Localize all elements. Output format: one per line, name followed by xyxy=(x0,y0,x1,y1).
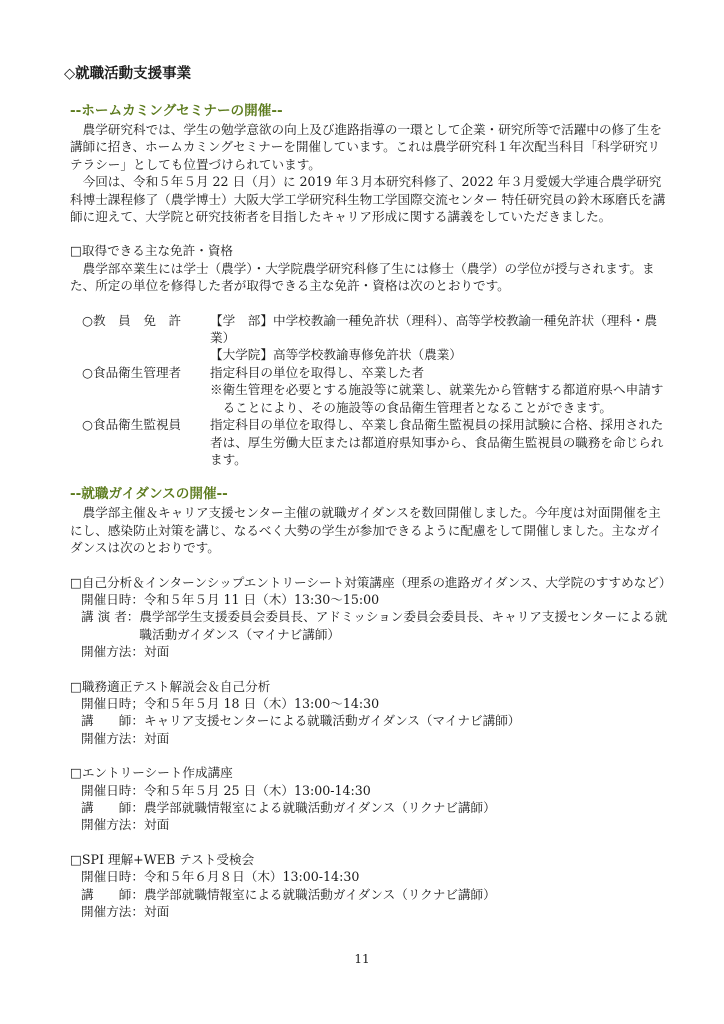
page-number: 11 xyxy=(354,952,370,966)
session-speaker xyxy=(70,712,670,729)
license-item xyxy=(82,312,670,364)
session-speaker-label: 講 演 者： xyxy=(81,609,140,625)
license-label: ○食品衛生監視員 xyxy=(82,417,182,433)
license-detail xyxy=(210,364,670,416)
session-title: □職務適正テスト解説会＆自己分析 xyxy=(70,678,271,694)
session-date: 開催日時：令和５年５月 25 日（木）13:00-14:30 xyxy=(81,782,371,798)
guidance-paragraph: 農学部主催＆キャリア支援センター主催の就職ガイダンスを数回開催しました。今年度は対面開催を主にし、感染防止対策を講じ、なるべく大勢の学生が参加できるように配慮をして開催しました。主なガイダンスは次のとおりです。 xyxy=(70,505,662,556)
session-speaker-label: 講 師： xyxy=(81,886,144,902)
session-speaker-text: キャリア支援センターによる就職活動ガイダンス（マイナビ講師） xyxy=(143,713,521,729)
license-item xyxy=(82,416,670,468)
document-body xyxy=(64,64,672,920)
session-date: 開催日時：令和５年６月８日（木）13:00-14:30 xyxy=(81,869,360,885)
session-method: 開催方法：対面 xyxy=(81,904,170,920)
session-speaker-label: 講 師： xyxy=(81,713,144,729)
homecoming-paragraph-2: 今回は、令和５年５月 22 日（月）に 2019 年３月本研究科修了、2022 年３月愛媛大学連合農学研究科博士課程修了（農学博士）大阪大学工学研究科生物工学国際交流センター 特任研究員の鈴木琢磨氏を講師に迎えて、大学院と研究技術者を目指したキャリア形成に関する講義をしていただきました。 xyxy=(70,174,666,225)
license-line: 【学 部】中学校教諭一種免許状（理科）、高等学校教諭一種免許状（理科・農業） xyxy=(210,312,658,346)
homecoming-heading: --ホームカミングセミナーの開催-- xyxy=(70,103,283,119)
license-label: ○食品衛生管理者 xyxy=(82,364,182,380)
session-speaker xyxy=(70,799,670,816)
license-label: ○教 員 免 許 xyxy=(82,312,182,328)
license-note: ※衛生管理を必要とする施設等に就業し、就業先から管轄する都道府県へ申請することにより、その施設等の食品衛生管理者となることができます。 xyxy=(210,382,664,415)
session-speaker-label: 講 師： xyxy=(81,800,144,815)
session-title: □エントリーシート作成講座 xyxy=(70,765,233,781)
license-line: 【大学院】高等学校教諭専修免許状（農業） xyxy=(210,347,462,363)
session-title: □SPI 理解+WEB テスト受検会 xyxy=(70,851,255,867)
licenses-paragraph: 農学部卒業生には学士（農学）・大学院農学研究科修了生には修士（農学）の学位が授与されます。また、所定の単位を修得した者が取得できる主な免許・資格は次のとおりです。 xyxy=(70,260,655,294)
session-method: 開催方法：対面 xyxy=(81,644,170,660)
session-method: 開催方法：対面 xyxy=(81,817,170,833)
session-speaker xyxy=(70,608,670,643)
session-date: 開催日時：令和５年５月 11 日（木）13:30～15:00 xyxy=(81,591,380,607)
session-method: 開催方法：対面 xyxy=(81,730,170,746)
session-speaker xyxy=(70,886,670,903)
guidance-heading: --就職ガイダンスの開催-- xyxy=(70,486,228,503)
page-title: ◇就職活動支援事業 xyxy=(64,66,192,82)
session-title: □自己分析＆インターンシップエントリーシート対策講座（理系の進路ガイダンス、大学院のすすめなど） xyxy=(70,574,672,590)
session-date: 開催日時；令和５年５月 18 日（木）13:00～14:30 xyxy=(81,695,380,711)
license-item xyxy=(82,364,670,416)
license-line: 指定科目の単位を取得し、卒業し食品衛生監視員の採用試験に合格、採用された者は、厚生労働大臣または都道府県知事から、食品衛生監視員の職務を命じられます。 xyxy=(210,417,664,467)
session-speaker-text: 農学部学生支援委員会委員長、アドミッション委員会委員長、キャリア支援センターによる就職活動ガイダンス（マイナビ講師） xyxy=(139,609,668,642)
session-speaker-text: 農学部就職情報室による就職活動ガイダンス（リクナビ講師） xyxy=(143,886,496,902)
license-detail xyxy=(210,312,670,364)
license-line: 指定科目の単位を取得し、卒業した者 xyxy=(210,364,425,380)
license-list xyxy=(82,312,670,469)
session-speaker-text: 農学部就職情報室による就職活動ガイダンス（リクナビ講師） xyxy=(143,800,496,815)
homecoming-paragraph-1: 農学研究科では、学生の勉学意欲の向上及び進路指導の一環として企業・研究所等で活躍中の修了生を講師に招き、ホームカミングセミナーを開催しています。これは農学研究科１年次配当科目「科学研究リテラシー」としても位置づけられています。 xyxy=(70,122,662,172)
license-detail xyxy=(210,416,670,468)
licenses-heading: □取得できる主な免許・資格 xyxy=(70,243,234,259)
